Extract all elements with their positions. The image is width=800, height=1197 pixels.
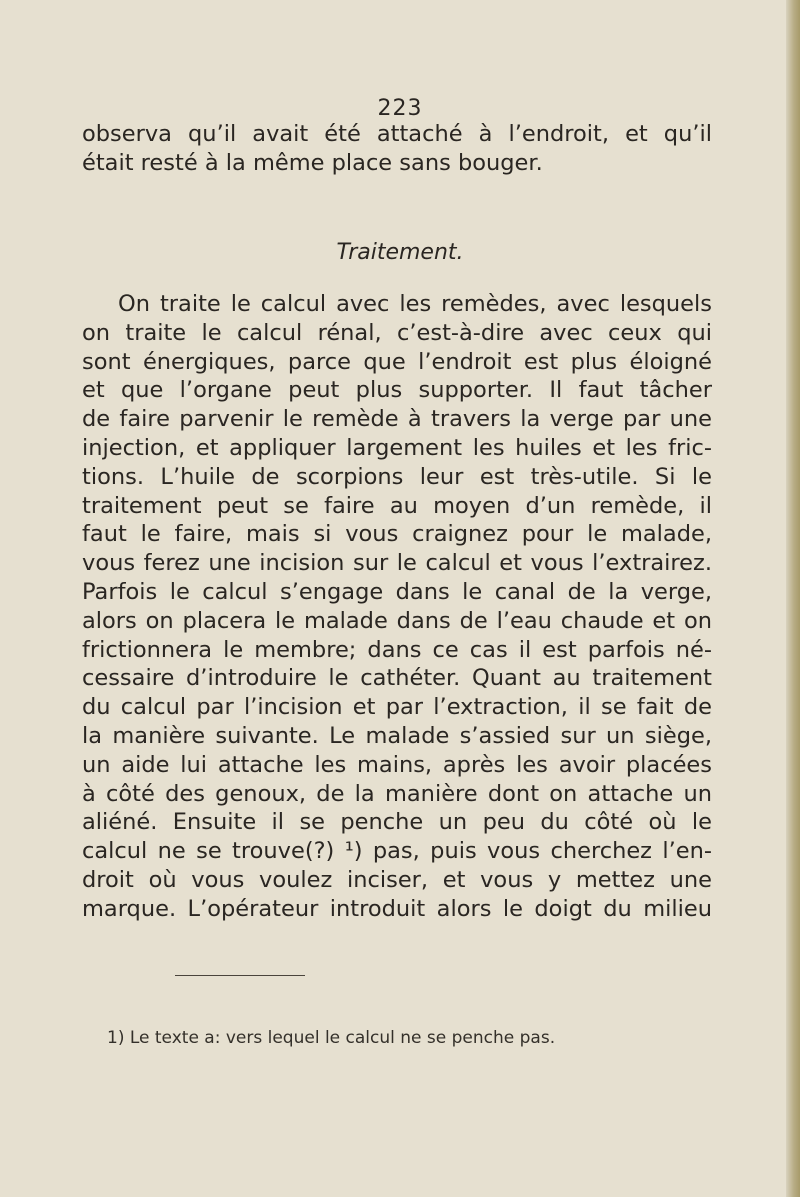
footnote: 1) Le texte a: vers lequel le calcul ne se penche pas. (107, 1028, 556, 1048)
text-line: droit où vous voulez inciser, et vous y mettez une (82, 866, 712, 893)
text-line: cessaire d’introduire le cathéter. Quant au traitement (82, 665, 712, 692)
text-line: traitement peut se faire au moyen d’un remède, il (82, 492, 712, 519)
paragraph-1 (82, 120, 712, 178)
text-line: alors on placera le malade dans de l’eau chaude et on (82, 607, 712, 634)
text-line: tions. L’huile de scorpions leur est très-utile. Si le (82, 463, 712, 490)
page-number: 223 (377, 96, 423, 121)
text-line: Parfois le calcul s’engage dans le canal de la verge, (82, 578, 712, 605)
page-edge (786, 0, 800, 1197)
text-line: frictionnera le membre; dans ce cas il est parfois né- (82, 636, 712, 663)
section-heading: Traitement. (336, 240, 464, 265)
text-line: et que l’organe peut plus supporter. Il faut tâcher (82, 377, 712, 404)
text-line: injection, et appliquer largement les huiles et les fric- (82, 434, 712, 461)
text-line: était resté à la même place sans bouger. (82, 149, 543, 176)
text-line: calcul ne se trouve(?) ¹) pas, puis vous cherchez l’en- (82, 838, 712, 865)
text-line: vous ferez une incision sur le calcul et vous l’extrairez. (82, 550, 712, 577)
text-line: un aide lui attache les mains, après les avoir placées (82, 751, 712, 778)
paragraph-2 (82, 290, 712, 924)
text-line: faut le faire, mais si vous craignez pour le malade, (82, 521, 712, 548)
footnote-rule (175, 975, 305, 976)
text-line: On traite le calcul avec les remèdes, avec lesquels (118, 291, 712, 317)
text-line: marque. L’opérateur introduit alors le doigt du milieu (82, 895, 712, 922)
text-line: de faire parvenir le remède à travers la verge par une (82, 406, 712, 433)
text-line: observa qu’il avait été attaché à l’endroit, et qu’il (82, 121, 712, 147)
text-line: aliéné. Ensuite il se penche un peu du côté où le (82, 809, 712, 836)
text-line: à côté des genoux, de la manière dont on attache un (82, 780, 712, 807)
text-line: on traite le calcul rénal, c’est-à-dire avec ceux qui (82, 319, 712, 346)
text-line: sont énergiques, parce que l’endroit est plus éloigné (82, 348, 712, 375)
text-line: la manière suivante. Le malade s’assied sur un siège, (82, 722, 712, 749)
text-line: du calcul par l’incision et par l’extraction, il se fait de (82, 694, 712, 721)
